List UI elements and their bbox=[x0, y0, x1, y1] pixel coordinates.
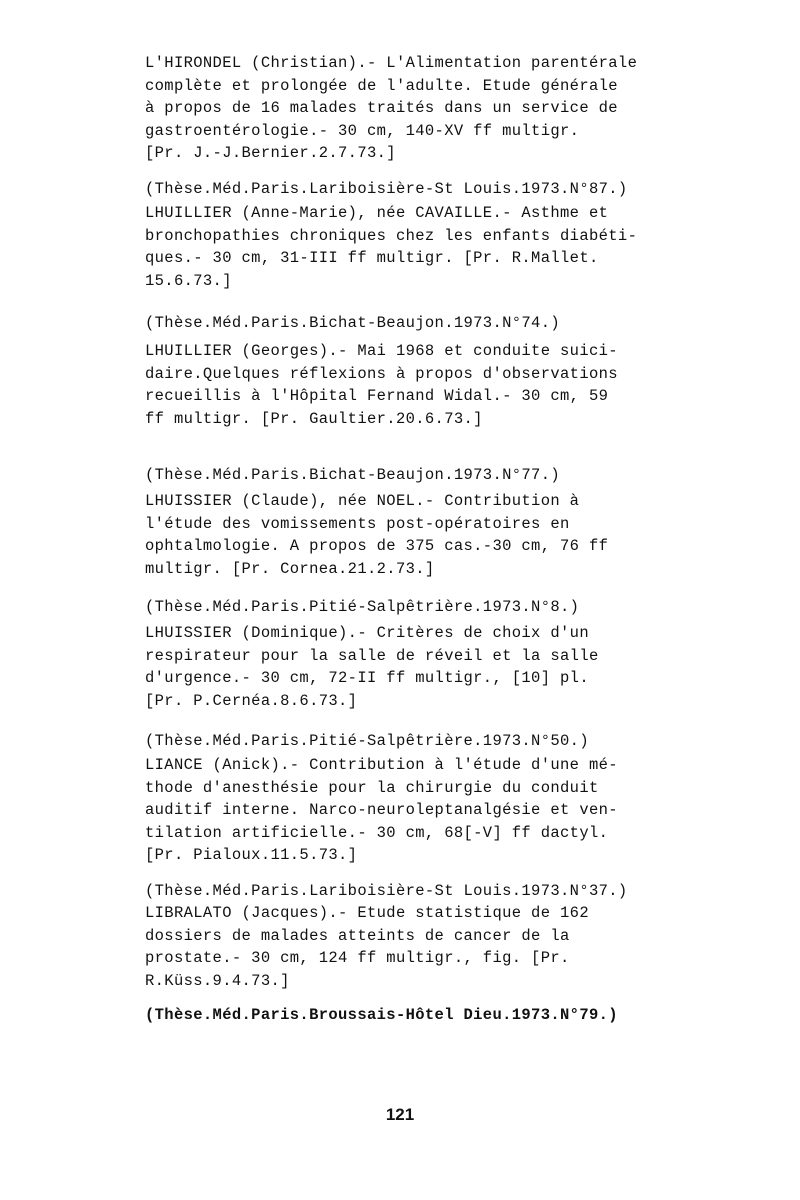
entry-line: L'HIRONDEL (Christian).- L'Alimentation parentérale bbox=[145, 54, 638, 72]
entry-line: respirateur pour la salle de réveil et la salle bbox=[145, 646, 599, 665]
entry-line: multigr. [Pr. Cornea.21.2.73.] bbox=[145, 559, 435, 578]
entry-source: (Thèse.Méd.Paris.Pitié-Salpêtrière.1973.N°8.) bbox=[145, 598, 580, 616]
entry-line: [Pr. J.-J.Bernier.2.7.73.] bbox=[145, 144, 396, 162]
entry-source: (Thèse.Méd.Paris.Broussais-Hôtel Dieu.1973.N°79.) bbox=[145, 1006, 618, 1024]
entry-line: LHUISSIER (Claude), née NOEL.- Contribution à bbox=[145, 492, 580, 510]
entry-line: ophtalmologie. A propos de 375 cas.-30 cm, 76 ff bbox=[145, 537, 609, 555]
entry-line: gastroentérologie.- 30 cm, 140-XV ff multigr. bbox=[145, 121, 580, 140]
entry-line: LHUISSIER (Dominique).- Critères de choix d'un bbox=[145, 624, 589, 642]
bibliography-entry bbox=[145, 52, 675, 165]
entry-line: ff multigr. [Pr. Gaultier.20.6.73.] bbox=[145, 409, 483, 428]
entry-line: tilation artificielle.- 30 cm, 68[-V] ff dactyl. bbox=[145, 823, 609, 842]
entry-line: R.Küss.9.4.73.] bbox=[145, 971, 290, 990]
entry-source: (Thèse.Méd.Paris.Bichat-Beaujon.1973.N°77.) bbox=[145, 466, 561, 484]
entry-line: auditif interne. Narco-neuroleptanalgésie et ven- bbox=[145, 801, 618, 819]
entry-line: thode d'anesthésie pour la chirurgie du conduit bbox=[145, 778, 599, 797]
entry-line: daire.Quelques réflexions à propos d'observations bbox=[145, 364, 618, 383]
entry-line: [Pr. Pialoux.11.5.73.] bbox=[145, 846, 358, 864]
entry-source: (Thèse.Méd.Paris.Lariboisière-St Louis.1973.N°37.) bbox=[145, 882, 628, 900]
entry-line: ques.- 30 cm, 31-III ff multigr. [Pr. R.Mallet. bbox=[145, 249, 599, 267]
bibliography-entry bbox=[145, 902, 675, 992]
entry-line: [Pr. P.Cernéa.8.6.73.] bbox=[145, 691, 358, 710]
bibliography-entry bbox=[145, 754, 675, 867]
bibliography-entry bbox=[145, 622, 675, 712]
entry-line: LIANCE (Anick).- Contribution à l'étude d'une mé- bbox=[145, 756, 618, 774]
entry-source: (Thèse.Méd.Paris.Bichat-Beaujon.1973.N°74.) bbox=[145, 314, 561, 332]
entry-line: LHUILLIER (Anne-Marie), née CAVAILLE.- Asthme et bbox=[145, 204, 609, 222]
page-number: 121 bbox=[385, 1105, 415, 1124]
entry-source: (Thèse.Méd.Paris.Lariboisière-St Louis.1973.N°87.) bbox=[145, 180, 628, 198]
entry-line: bronchopathies chroniques chez les enfants diabéti- bbox=[145, 226, 638, 245]
entry-line: recueillis à l'Hôpital Fernand Widal.- 30 cm, 59 bbox=[145, 387, 609, 405]
entry-line: l'étude des vomissements post-opératoires en bbox=[145, 514, 570, 533]
bibliography-entry bbox=[145, 340, 675, 430]
entry-line: d'urgence.- 30 cm, 72-II ff multigr., [10] pl. bbox=[145, 669, 589, 687]
entry-line: LHUILLIER (Georges).- Mai 1968 et conduite suici- bbox=[145, 342, 618, 360]
entry-line: à propos de 16 malades traités dans un service de bbox=[145, 99, 618, 117]
entry-line: LIBRALATO (Jacques).- Etude statistique de 162 bbox=[145, 904, 589, 922]
entry-line: prostate.- 30 cm, 124 ff multigr., fig. [Pr. bbox=[145, 949, 570, 967]
bibliography-entry bbox=[145, 490, 675, 580]
entry-line: dossiers de malades atteints de cancer de la bbox=[145, 926, 570, 945]
entry-line: 15.6.73.] bbox=[145, 271, 232, 290]
entry-source: (Thèse.Méd.Paris.Pitié-Salpêtrière.1973.N°50.) bbox=[145, 732, 589, 750]
bibliography-entry bbox=[145, 202, 675, 292]
entry-line: complète et prolongée de l'adulte. Etude générale bbox=[145, 76, 618, 95]
